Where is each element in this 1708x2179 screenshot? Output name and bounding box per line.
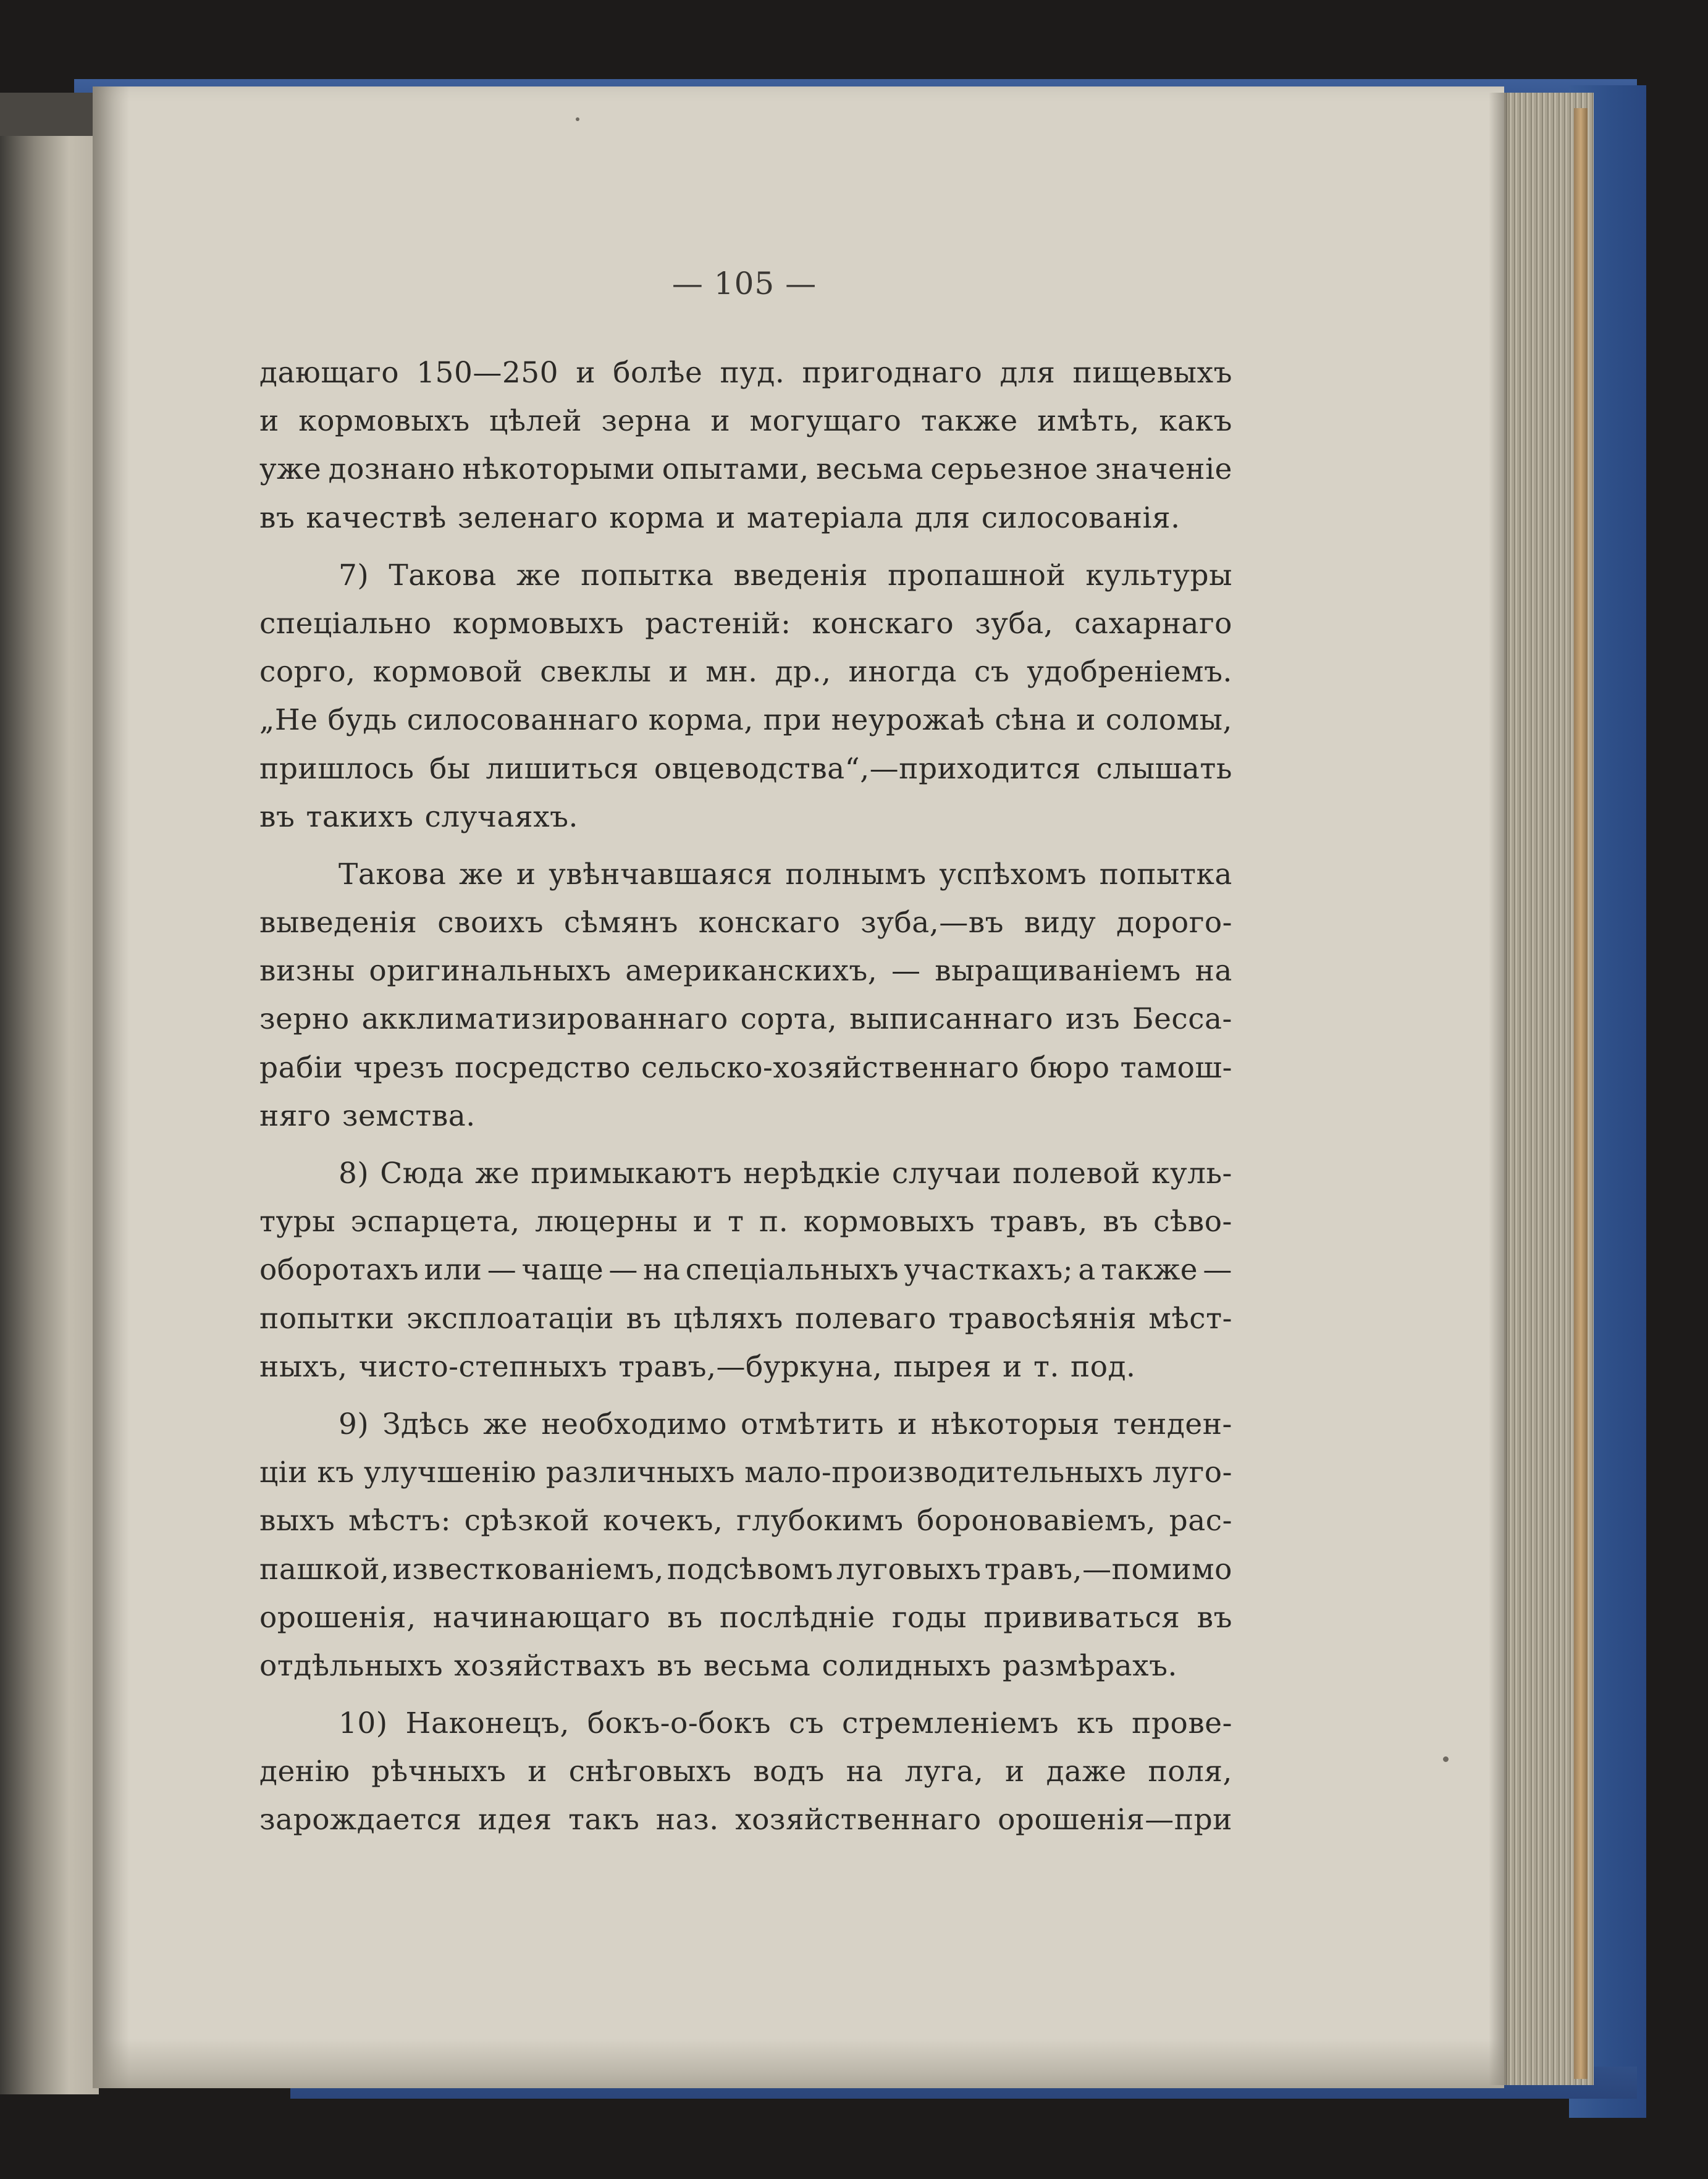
- word: выращиваніемъ: [935, 954, 1181, 988]
- word: въ: [657, 1648, 692, 1683]
- word: орошенія,: [259, 1600, 416, 1635]
- word: дознано: [328, 452, 455, 487]
- word: чаще: [521, 1253, 604, 1288]
- page-edge-gilt: [1574, 108, 1588, 2079]
- word: серьезное: [930, 452, 1088, 487]
- word: отмѣтить: [741, 1407, 885, 1441]
- word: спеціально: [259, 606, 432, 641]
- word: цѣлей: [489, 404, 583, 439]
- word: корма,: [648, 703, 754, 738]
- word: подсѣвомъ: [667, 1552, 833, 1587]
- word: зерно: [259, 1002, 350, 1037]
- word: орошенія—при: [998, 1803, 1232, 1837]
- word: же: [459, 857, 504, 891]
- word: а: [1078, 1253, 1096, 1288]
- word: луго-: [1153, 1456, 1232, 1490]
- word: поля,: [1148, 1755, 1232, 1789]
- word: соломы,: [1105, 703, 1232, 738]
- text-line: [259, 851, 1232, 899]
- word: Бесса-: [1132, 1002, 1232, 1037]
- word: же: [475, 1157, 520, 1191]
- word: бы: [429, 751, 471, 786]
- word: примыкаютъ: [531, 1157, 733, 1191]
- word: конскаго: [812, 606, 954, 641]
- text-line: [259, 947, 1232, 995]
- word: эксплоатаціи: [406, 1301, 615, 1336]
- word: няго: [259, 1098, 331, 1133]
- word: зерна: [601, 404, 691, 439]
- word: размѣрахъ.: [1002, 1648, 1177, 1683]
- text-line: [259, 1092, 1232, 1140]
- word: бокъ-о-бокъ: [587, 1706, 772, 1741]
- text-line: [259, 1642, 1232, 1690]
- word: съ: [974, 655, 1010, 689]
- word: весьма: [703, 1648, 811, 1683]
- word: попытка: [1099, 857, 1232, 891]
- gutter-shadow: [93, 86, 130, 2088]
- word: культуры: [1085, 558, 1232, 592]
- text-line: [259, 696, 1232, 744]
- page-edge-shadow: [1489, 93, 1507, 2085]
- word: своихъ: [437, 906, 544, 940]
- word: послѣдніе: [719, 1600, 875, 1635]
- word: мало-производительныхъ: [744, 1456, 1143, 1490]
- word: матеріала: [746, 500, 904, 535]
- word: —: [487, 1253, 517, 1288]
- word: мѣст-: [1148, 1301, 1232, 1336]
- word: сѣво-: [1153, 1205, 1232, 1239]
- word: прививаться: [983, 1600, 1180, 1635]
- word: оборотахъ: [259, 1253, 419, 1288]
- text-line: [259, 1594, 1232, 1642]
- word: —: [1203, 1253, 1232, 1288]
- word: различныхъ: [545, 1456, 735, 1490]
- word: цѣляхъ: [673, 1301, 783, 1336]
- word: хозяйственнаго: [735, 1803, 982, 1837]
- word: же: [516, 558, 562, 592]
- word: начинающаго: [432, 1600, 651, 1635]
- word: зеленаго: [457, 500, 599, 535]
- word: травъ,—помимо: [984, 1552, 1232, 1587]
- word: въ: [1103, 1205, 1138, 1239]
- word: кормовыхъ: [452, 606, 625, 641]
- word: же: [483, 1407, 528, 1441]
- word: зуба,: [975, 606, 1054, 641]
- word: годы: [891, 1600, 967, 1635]
- word: „Не: [259, 703, 318, 738]
- word: уже: [259, 452, 322, 487]
- word: будь: [327, 703, 397, 738]
- text-line: [259, 899, 1232, 947]
- word: полнымъ: [785, 857, 927, 891]
- text-line: [259, 1497, 1232, 1545]
- word: сѣна: [995, 703, 1067, 738]
- word: бюро: [1029, 1050, 1110, 1085]
- word: ныхъ,: [259, 1349, 348, 1384]
- word: нерѣдкіе: [743, 1157, 881, 1191]
- word: и: [576, 356, 596, 390]
- word: введенія: [733, 558, 868, 592]
- word: рабіи: [259, 1050, 343, 1085]
- word: чрезъ: [353, 1050, 445, 1085]
- word: 150—250: [416, 356, 559, 390]
- word: къ: [317, 1456, 355, 1490]
- word: и: [692, 1205, 713, 1239]
- word: сахарнаго: [1074, 606, 1232, 641]
- word: 10): [339, 1706, 388, 1741]
- text-line: [259, 1449, 1232, 1497]
- word: 7): [339, 558, 369, 592]
- word: попытка: [581, 558, 714, 592]
- word: выведенія: [259, 906, 418, 940]
- page-bottom-shadow: [93, 2039, 1504, 2088]
- word: снѣговыхъ: [568, 1755, 732, 1789]
- word: случаи: [891, 1157, 1002, 1191]
- word: ціи: [259, 1456, 308, 1490]
- word: визны: [259, 954, 355, 988]
- word: и: [710, 404, 731, 439]
- word: или: [424, 1253, 482, 1288]
- text-line: [259, 1343, 1232, 1391]
- word: и: [1005, 1755, 1025, 1789]
- word: и: [1076, 703, 1096, 738]
- word: Наконецъ,: [405, 1706, 570, 1741]
- word: посредство: [455, 1050, 631, 1085]
- word: на: [846, 1755, 883, 1789]
- word: сельско-хозяйственнаго: [641, 1050, 1020, 1085]
- word: т: [727, 1205, 744, 1239]
- text-line: [259, 1198, 1232, 1246]
- text-line: [259, 600, 1232, 648]
- word: такъ: [568, 1803, 640, 1837]
- word: выхъ: [259, 1504, 335, 1538]
- word: изъ: [1065, 1002, 1121, 1037]
- word: луга,: [904, 1755, 984, 1789]
- word: опытами,: [662, 452, 809, 487]
- text-line: [259, 1748, 1232, 1796]
- word: на: [1195, 954, 1232, 988]
- word: увѣнчавшаяся: [549, 857, 773, 891]
- word: мн.: [705, 655, 758, 689]
- word: какъ: [1159, 404, 1232, 439]
- word: травосѣянія: [948, 1301, 1137, 1336]
- word: выписаннаго: [849, 1002, 1054, 1037]
- word: силосованнаго: [406, 703, 639, 738]
- word: корма: [609, 500, 705, 535]
- word: для: [999, 356, 1056, 390]
- word: въ: [259, 799, 295, 834]
- word: свеклы: [540, 655, 652, 689]
- word: прове-: [1132, 1706, 1232, 1741]
- word: попытки: [259, 1301, 395, 1336]
- word: американскихъ,: [625, 954, 878, 988]
- word: значеніе: [1095, 452, 1232, 487]
- word: оригинальныхъ: [369, 954, 612, 988]
- word: и: [898, 1407, 917, 1441]
- word: эспарцета,: [350, 1205, 520, 1239]
- word: пашкой,: [259, 1552, 390, 1587]
- word: сорго,: [259, 655, 356, 689]
- word: мѣстъ:: [348, 1504, 451, 1538]
- word: Такова: [339, 857, 447, 891]
- previous-page-edge: [0, 93, 99, 2094]
- text-line: [259, 793, 1232, 841]
- word: срѣзкой: [464, 1504, 590, 1538]
- text-line: [259, 1295, 1232, 1343]
- word: удобреніемъ.: [1027, 655, 1232, 689]
- word: въ: [1197, 1600, 1232, 1635]
- word: качествѣ: [306, 500, 447, 535]
- word: пришлось: [259, 751, 414, 786]
- word: бороновавіемъ,: [917, 1504, 1156, 1538]
- ink-speck: [576, 117, 579, 121]
- word: пищевыхъ: [1072, 356, 1232, 390]
- word: и: [716, 500, 736, 535]
- word: люцерны: [535, 1205, 678, 1239]
- word: конскаго: [698, 906, 841, 940]
- word: сорта,: [740, 1002, 838, 1037]
- word: полеваго: [795, 1301, 936, 1336]
- word: куль-: [1151, 1157, 1232, 1191]
- word: случаяхъ.: [424, 799, 578, 834]
- word: овцеводства“,—приходится: [654, 751, 1081, 786]
- text-line: [259, 445, 1232, 494]
- word: др.,: [775, 655, 831, 689]
- word: болѣе: [613, 356, 703, 390]
- previous-page-corner: [0, 93, 93, 136]
- word: кормовой: [372, 655, 523, 689]
- word: спеціальныхъ: [685, 1253, 899, 1288]
- word: под.: [1070, 1349, 1136, 1384]
- word: луговыхъ: [836, 1552, 982, 1587]
- word: солидныхъ: [822, 1648, 991, 1683]
- word: нѣкоторыя: [931, 1407, 1100, 1441]
- word: улучшенію: [363, 1456, 537, 1490]
- word: въ: [259, 500, 295, 535]
- word: наз.: [655, 1803, 719, 1837]
- word: иногда: [848, 655, 957, 689]
- word: къ: [1076, 1706, 1114, 1741]
- word: хозяйствахъ: [454, 1648, 646, 1683]
- word: отдѣльныхъ: [259, 1648, 444, 1683]
- word: чисто-степныхъ: [358, 1349, 608, 1384]
- text-line: [259, 745, 1232, 793]
- word: въ: [626, 1301, 662, 1336]
- word: кочекъ,: [603, 1504, 723, 1538]
- word: на: [643, 1253, 681, 1288]
- word: идея: [477, 1803, 552, 1837]
- text-line: [259, 1246, 1232, 1294]
- word: съ: [788, 1706, 825, 1741]
- text-line: [259, 397, 1232, 445]
- word: виду: [1024, 906, 1096, 940]
- word: Сюда: [380, 1157, 465, 1191]
- text-line: [259, 552, 1232, 600]
- word: также: [920, 404, 1018, 439]
- text-line: [259, 1700, 1232, 1748]
- word: и: [516, 857, 536, 891]
- word: —: [608, 1253, 638, 1288]
- word: лишиться: [486, 751, 639, 786]
- word: неурожаѣ: [831, 703, 985, 738]
- word: Здѣсь: [382, 1407, 470, 1441]
- word: участкахъ;: [904, 1253, 1074, 1288]
- word: зуба,—въ: [860, 906, 1004, 940]
- word: кормовыхъ: [803, 1205, 975, 1239]
- word: необходимо: [541, 1407, 727, 1441]
- text-line: [259, 1401, 1232, 1449]
- word: водъ: [753, 1755, 825, 1789]
- word: могущаго: [749, 404, 902, 439]
- word: дающаго: [259, 356, 400, 390]
- word: тамош-: [1120, 1050, 1232, 1085]
- word: пырея: [893, 1349, 992, 1384]
- word: и: [668, 655, 689, 689]
- word: и: [1003, 1349, 1022, 1384]
- word: имѣть,: [1037, 404, 1140, 439]
- word: денію: [259, 1755, 350, 1789]
- word: при: [763, 703, 822, 738]
- word: растеній:: [645, 606, 791, 641]
- word: также: [1101, 1253, 1198, 1288]
- word: зарождается: [259, 1803, 462, 1837]
- word: 8): [339, 1157, 369, 1191]
- word: успѣхомъ: [939, 857, 1087, 891]
- word: т.: [1033, 1349, 1059, 1384]
- word: рас-: [1169, 1504, 1232, 1538]
- word: травъ,: [990, 1205, 1088, 1239]
- word: силосованія.: [981, 500, 1180, 535]
- word: пуд.: [720, 356, 785, 390]
- text-line: [259, 1546, 1232, 1594]
- word: нѣкоторыми: [462, 452, 655, 487]
- word: рѣчныхъ: [371, 1755, 507, 1789]
- word: слышать: [1096, 751, 1232, 786]
- word: травъ,—буркуна,: [618, 1349, 883, 1384]
- word: и: [259, 404, 279, 439]
- word: тенден-: [1113, 1407, 1232, 1441]
- word: сѣмянъ: [563, 906, 678, 940]
- text-line: [259, 349, 1232, 397]
- word: весьма: [816, 452, 923, 487]
- word: даже: [1046, 1755, 1127, 1789]
- word: п.: [759, 1205, 789, 1239]
- text-line: [259, 995, 1232, 1043]
- word: глубокимъ: [736, 1504, 904, 1538]
- text-line: [259, 1044, 1232, 1092]
- word: акклиматизированнаго: [361, 1002, 728, 1037]
- word: въ: [667, 1600, 703, 1635]
- word: 9): [339, 1407, 369, 1441]
- text-line: [259, 1150, 1232, 1198]
- word: туры: [259, 1205, 336, 1239]
- text-line: [259, 494, 1232, 542]
- word: Такова: [389, 558, 497, 592]
- text-line: [259, 1796, 1232, 1844]
- word: известкованіемъ,: [392, 1552, 664, 1587]
- word: для: [914, 500, 970, 535]
- word: и: [528, 1755, 548, 1789]
- word: пропашной: [888, 558, 1066, 592]
- word: полевой: [1012, 1157, 1141, 1191]
- word: дорого-: [1116, 906, 1232, 940]
- ink-speck: [1443, 1756, 1449, 1762]
- page-text: [259, 349, 1232, 1845]
- word: земства.: [342, 1098, 476, 1133]
- word: стремленіемъ: [842, 1706, 1059, 1741]
- word: —: [891, 954, 921, 988]
- text-line: [259, 648, 1232, 696]
- word: такихъ: [306, 799, 414, 834]
- word: пригоднаго: [802, 356, 983, 390]
- word: кормовыхъ: [298, 404, 470, 439]
- page-number: — 105 —: [671, 266, 817, 301]
